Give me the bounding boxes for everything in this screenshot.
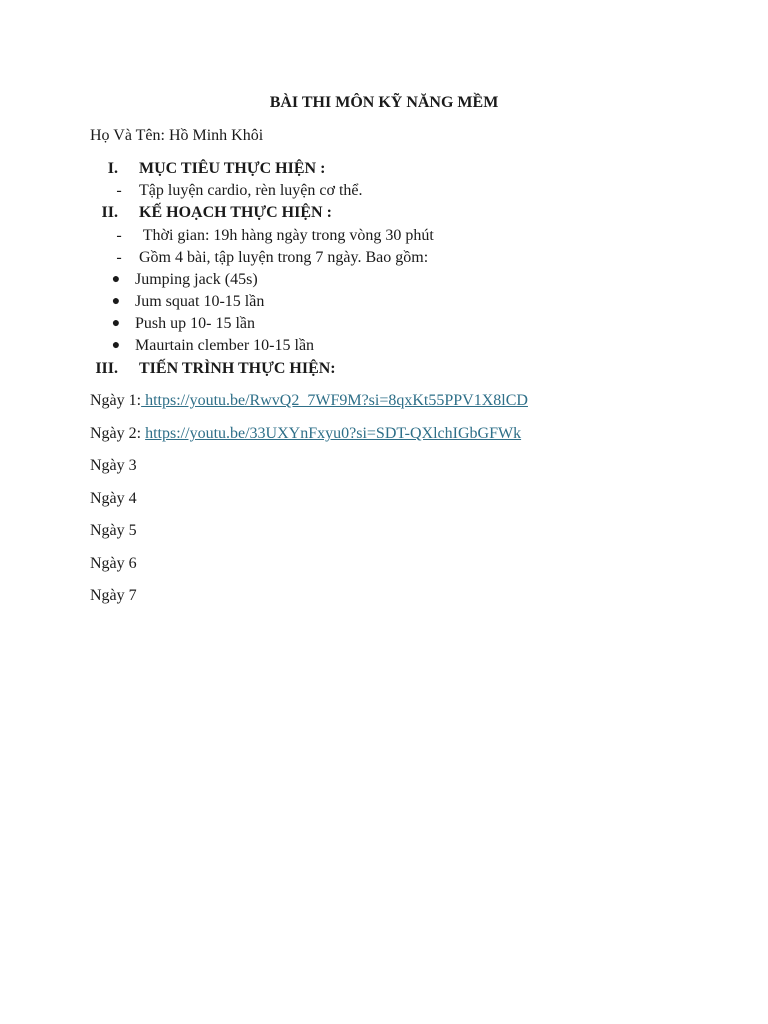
section-heading: KẾ HOẠCH THỰC HIỆN : <box>139 204 332 221</box>
section-numeral: II. <box>101 204 118 221</box>
dash-marker: - <box>116 249 122 266</box>
document-title: BÀI THI MÔN KỸ NĂNG MỀM <box>269 94 499 111</box>
day-2-video-link[interactable]: https://youtu.be/33UXYnFxyu0?si=SDT-QXlchIGbGFWk <box>145 425 522 442</box>
bullet-marker: ● <box>111 272 121 287</box>
exercise-item: Jumping jack (45s) <box>135 271 258 288</box>
day-3-label: Ngày 3 <box>90 457 137 474</box>
exercise-item: Maurtain clember 10-15 lần <box>135 337 315 354</box>
day-6-label: Ngày 6 <box>90 555 137 572</box>
list-item: Gồm 4 bài, tập luyện trong 7 ngày. Bao gồm: <box>139 249 429 266</box>
day-label: Ngày 1: <box>90 392 142 409</box>
day-4-label: Ngày 4 <box>90 490 137 507</box>
day-5-label: Ngày 5 <box>90 522 137 539</box>
day-7-label: Ngày 7 <box>90 587 137 604</box>
list-item: Tập luyện cardio, rèn luyện cơ thể. <box>139 182 363 199</box>
exercise-item: Jum squat 10-15 lần <box>135 293 265 310</box>
bullet-marker: ● <box>111 316 121 331</box>
day-label: Ngày 2: <box>90 425 142 442</box>
name-line: Họ Và Tên: Hồ Minh Khôi <box>90 127 264 144</box>
section-heading: TIẾN TRÌNH THỰC HIỆN: <box>139 360 336 377</box>
dash-marker: - <box>116 182 122 199</box>
exercise-item: Push up 10- 15 lần <box>135 315 255 332</box>
dash-marker: - <box>116 227 122 244</box>
list-item: Thời gian: 19h hàng ngày trong vòng 30 phút <box>139 227 434 244</box>
section-numeral: I. <box>107 160 118 177</box>
bullet-marker: ● <box>111 294 121 309</box>
section-heading: MỤC TIÊU THỰC HIỆN : <box>139 160 326 177</box>
day-1-video-link[interactable]: https://youtu.be/RwvQ2_7WF9M?si=8qxKt55PPV1X8lCD <box>141 392 528 409</box>
section-numeral: III. <box>95 360 118 377</box>
day-1-row <box>90 391 528 411</box>
bullet-marker: ● <box>111 338 121 353</box>
day-2-row <box>90 424 521 444</box>
